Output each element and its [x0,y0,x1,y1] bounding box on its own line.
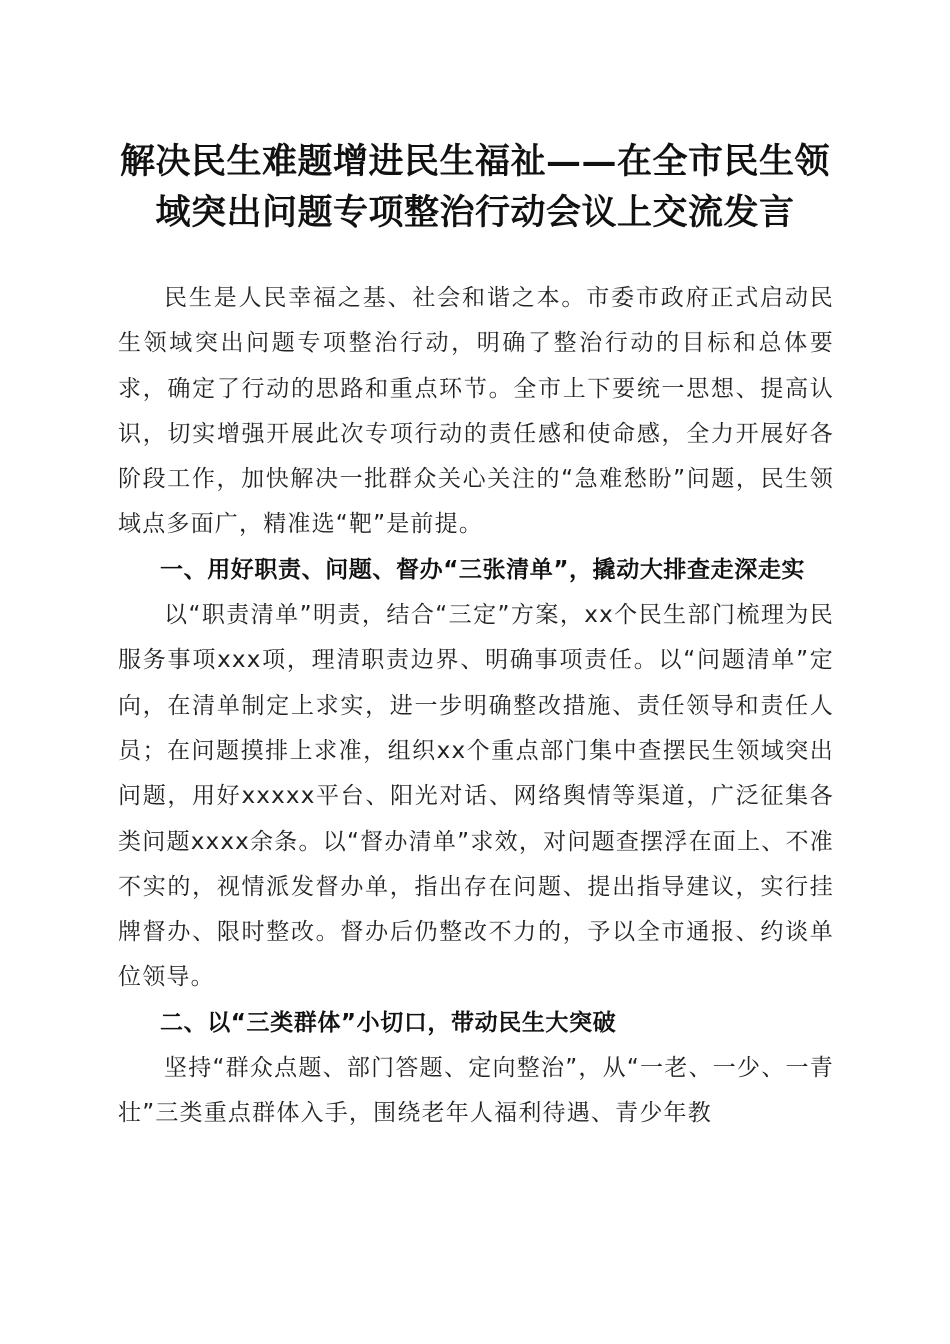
paragraph-intro: 民生是人民幸福之基、社会和谐之本。市委市政府正式启动民生领域突出问题专项整治行动，明确了整治行动的目标和总体要求，确定了行动的思路和重点环节。全市上下要统一思想、提高认识，切实增强开展此次专项行动的责任感和使命感，全力开展好各阶段工作，加快解决一批群众关心关注的“急难愁盼”问题，民生领域点多面广，精准选“靶”是前提。 [118,285,834,538]
title-line-2: 域突出问题专项整治行动会议上交流发言 [155,192,795,233]
paragraph-section-2: 坚持“群众点题、部门答题、定向整治”，从“一老、一少、一青壮”三类重点群体入手，围绕老年人福利待遇、青少年教 [118,1055,834,1127]
section-heading-2: 二、以“三类群体”小切口，带动民生大突破 [160,1009,617,1036]
document-body [118,276,834,1137]
section-heading-1: 一、用好职责、问题、督办“三张清单”，撬动大排查走深走实 [160,556,806,583]
title-line-1: 解决民生难题增进民生福祉——在全市民生领 [119,141,830,182]
document-title [100,136,850,238]
paragraph-section-1: 以“职责清单”明责，结合“三定”方案，xx个民生部门梳理为民服务事项xxx项，理清职责边界、明确事项责任。以“问题清单”定向，在清单制定上求实，进一步明确整改措施、责任领导和责任人员；在问题摸排上求准，组织xx个重点部门集中查摆民生领域突出问题，用好xxxxx平台、阳光对话、网络舆情等渠道，广泛征集各类问题xxxx余条。以“督办清单”求效，对问题查摆浮在面上、不准不实的，视情派发督办单，指出存在问题、提出指导建议，实行挂牌督办、限时整改。督办后仍整改不力的，予以全市通报、约谈单位领导。 [118,602,834,991]
